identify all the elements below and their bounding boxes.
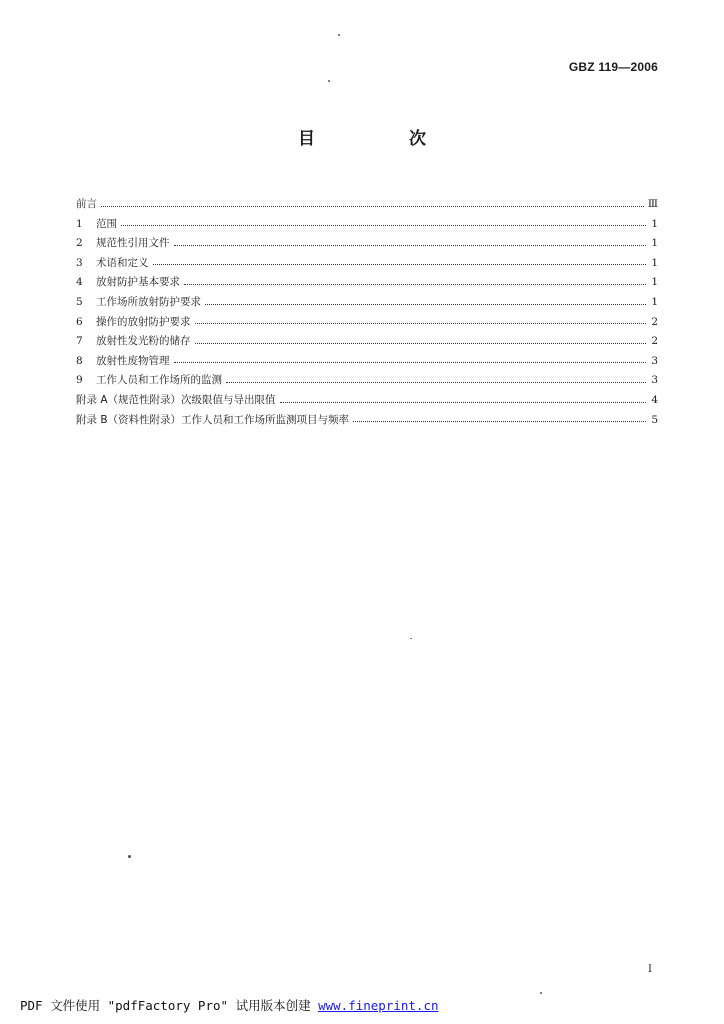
toc-entry-number: 1 — [76, 217, 83, 230]
toc-entry-number: 5 — [76, 295, 83, 308]
dot-leader — [353, 421, 646, 422]
toc-entry-number: 7 — [76, 335, 83, 348]
dot-leader — [205, 304, 646, 305]
toc-entry-foreword[interactable] — [76, 195, 658, 215]
dot-leader — [174, 245, 647, 246]
toc-entry-page: 1 — [651, 217, 658, 230]
toc-entry-label: 前言 — [76, 198, 97, 210]
toc-entry-2[interactable] — [76, 234, 658, 254]
toc-entry-1[interactable] — [76, 215, 658, 235]
toc-entry-appendix-b[interactable] — [76, 411, 658, 431]
toc-entry-number: 6 — [76, 315, 83, 328]
page-number: I — [648, 964, 652, 975]
toc-entry-page: 1 — [651, 276, 658, 289]
toc-entry-label: 操作的放射防护要求 — [96, 315, 191, 328]
dot-leader — [184, 284, 646, 285]
dot-leader — [101, 206, 644, 207]
pdf-footer — [20, 996, 439, 1014]
toc-title: 目 次 — [298, 129, 470, 149]
toc-entry-page: 1 — [651, 256, 658, 269]
toc-entry-9[interactable] — [76, 371, 658, 391]
dot-leader — [174, 362, 647, 363]
footer-text: PDF 文件使用 "pdfFactory Pro" 试用版本创建 — [20, 998, 319, 1013]
toc-entry-page: 1 — [651, 237, 658, 250]
toc-entry-label: 工作人员和工作场所的监测 — [96, 374, 222, 387]
toc-entry-label: 术语和定义 — [96, 256, 149, 269]
dot-leader — [195, 323, 647, 324]
dot-leader — [195, 343, 647, 344]
dot-leader — [280, 402, 646, 403]
scan-speck — [328, 80, 330, 82]
toc-entry-page: 2 — [651, 335, 658, 348]
toc-entry-label: 附录 B（资料性附录）工作人员和工作场所监测项目与频率 — [76, 413, 350, 426]
scan-speck — [128, 855, 131, 858]
toc-entry-page: 4 — [651, 393, 658, 406]
toc-entry-7[interactable] — [76, 332, 658, 352]
toc-entry-appendix-a[interactable] — [76, 391, 658, 411]
toc-entry-label: 附录 A（规范性附录）次级限值与导出限值 — [76, 393, 276, 406]
toc-list — [76, 195, 658, 430]
scan-speck — [540, 992, 542, 994]
toc-entry-label: 规范性引用文件 — [96, 237, 170, 250]
toc-entry-page: 5 — [651, 413, 658, 426]
toc-entry-label: 范围 — [96, 217, 117, 230]
footer-link[interactable]: www.fineprint.cn — [318, 998, 439, 1013]
toc-entry-label: 放射性废物管理 — [96, 354, 170, 367]
scan-speck — [338, 34, 340, 36]
scan-speck — [410, 638, 412, 639]
toc-entry-number: 2 — [76, 237, 83, 250]
toc-entry-page: 1 — [651, 295, 658, 308]
toc-entry-number: 3 — [76, 256, 83, 269]
toc-entry-label: 工作场所放射防护要求 — [96, 295, 201, 308]
toc-entry-number: 4 — [76, 276, 83, 289]
toc-entry-page: Ⅲ — [647, 198, 658, 210]
standard-code: GBZ 119—2006 — [568, 60, 658, 74]
toc-entry-5[interactable] — [76, 293, 658, 313]
toc-entry-number: 9 — [76, 374, 83, 387]
toc-entry-3[interactable] — [76, 254, 658, 274]
toc-entry-page: 2 — [651, 315, 658, 328]
toc-entry-number: 8 — [76, 354, 83, 367]
toc-entry-8[interactable] — [76, 352, 658, 372]
toc-entry-label: 放射防护基本要求 — [96, 276, 180, 289]
toc-entry-page: 3 — [651, 374, 658, 387]
toc-entry-label: 放射性发光粉的储存 — [96, 335, 191, 348]
dot-leader — [226, 382, 646, 383]
dot-leader — [153, 264, 647, 265]
toc-entry-6[interactable] — [76, 313, 658, 333]
toc-entry-page: 3 — [651, 354, 658, 367]
toc-entry-4[interactable] — [76, 273, 658, 293]
dot-leader — [121, 225, 646, 226]
